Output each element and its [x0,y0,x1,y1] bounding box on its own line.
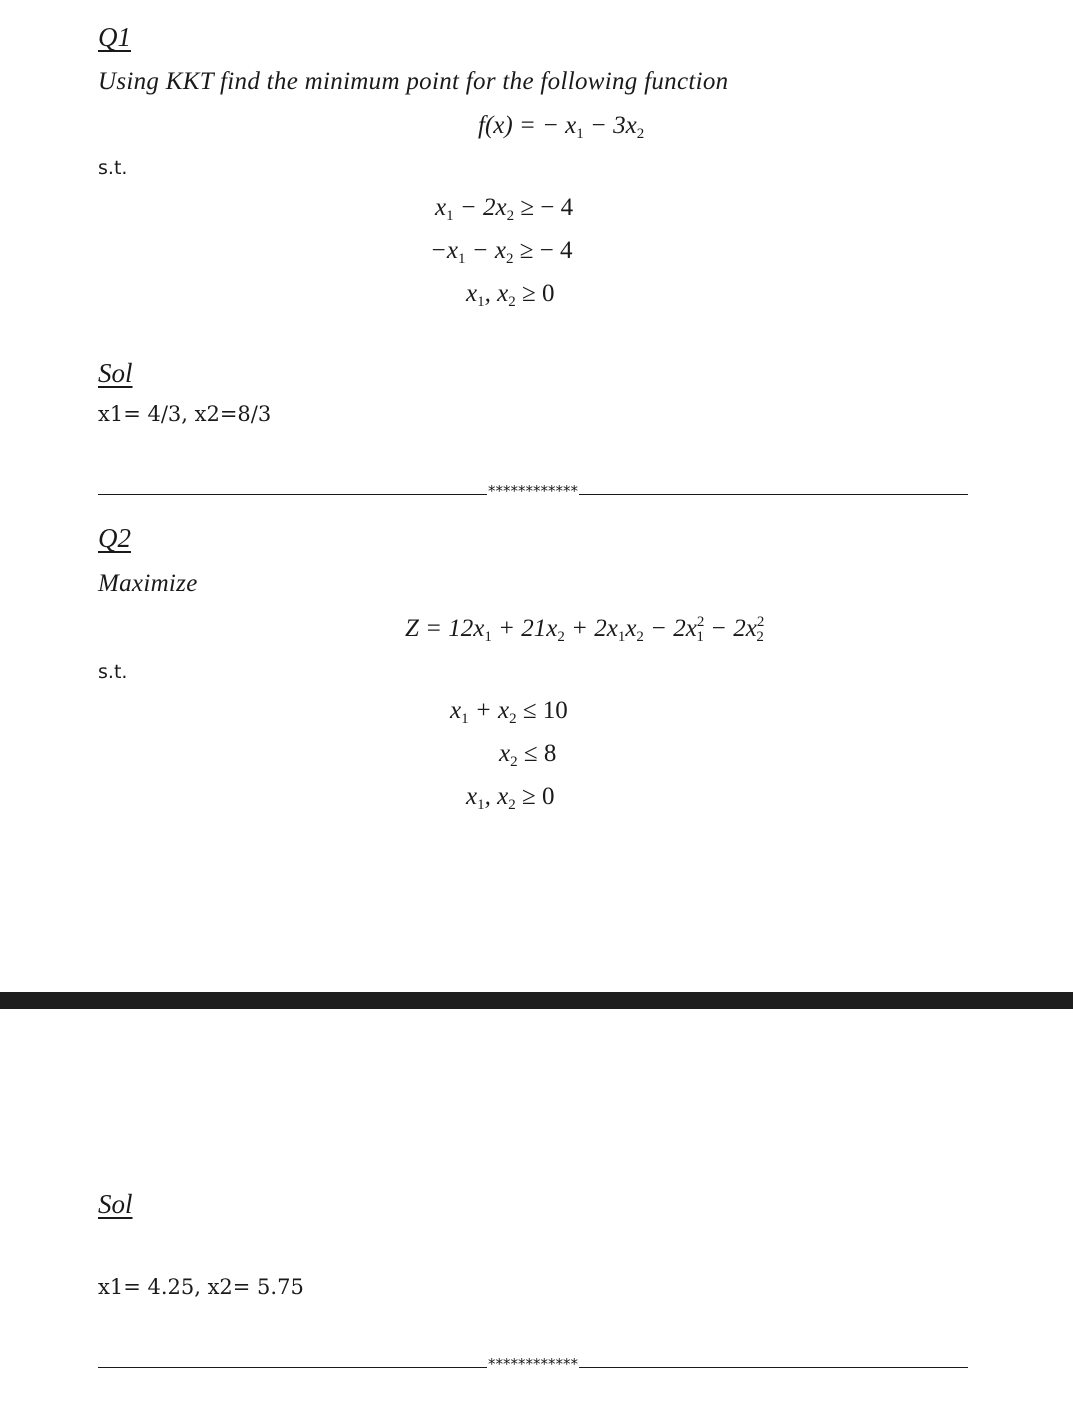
subscript: 2 [756,629,764,645]
section-separator [98,478,968,498]
q1-objective [478,112,644,140]
subscript: 1 [696,629,704,645]
subscript: 2 [509,711,517,727]
q1-instruction: Using KKT find the minimum point for the following function [98,68,729,95]
subscript: 1 [457,251,466,267]
subscript: 2 [636,629,644,645]
subscript: 1 [461,711,469,727]
separator-line [98,494,487,495]
q2-instruction: Maximize [98,570,198,597]
constraint-part: + x [468,697,510,724]
objective-part: + 2x [564,615,618,642]
q2-answer: x1= 4.25, x2= 5.75 [98,1275,304,1299]
constraint-part: ≥ 0 [515,280,555,307]
constraint-part: x [499,740,511,767]
constraint-part: − 2x [453,194,507,221]
constraint-part: x [435,194,447,221]
subscript: 1 [477,797,485,813]
separator-stars: ************ [488,1355,578,1373]
separator-line [579,494,968,495]
constraint-part: ≤ 8 [517,740,557,767]
subscript: 1 [446,208,454,224]
q2-st-label: s.t. [98,661,128,683]
superscript: 2 [756,614,765,630]
subscript: 2 [508,294,516,310]
constraint-part: x [466,280,478,307]
objective-part: f(x) = − x [478,112,577,139]
q1-constraint-2 [430,237,573,265]
separator-line [98,1367,487,1368]
objective-part: + 21x [491,615,558,642]
q2-constraint-2 [499,740,556,768]
objective-part: − 3x [583,112,637,139]
constraint-part: ≥ − 4 [513,237,573,264]
subscript: 2 [506,208,515,224]
section-separator [98,1351,968,1371]
subscript: 1 [477,294,485,310]
q2-objective [405,615,764,643]
subscript: 2 [557,629,565,645]
objective-part: − 2x [703,615,757,642]
subscript: 1 [484,629,492,645]
q1-st-label: s.t. [98,157,128,179]
page-break-bar [0,992,1073,1009]
q2-constraint-3 [466,783,554,811]
subscript: 2 [636,126,645,142]
q2-heading: Q2 [98,523,131,553]
q1-answer: x1= 4/3, x2=8/3 [98,402,272,426]
constraint-part: , x [484,783,509,810]
q1-constraint-3 [466,280,554,308]
subscript: 1 [617,629,626,645]
q1-constraint-1 [435,194,573,222]
objective-part: x [625,615,637,642]
superscript: 2 [696,614,705,630]
constraint-part: ≥ 0 [515,783,555,810]
constraint-part: x [450,697,462,724]
constraint-part: − x [465,237,506,264]
constraint-part: ≥ − 4 [514,194,574,221]
objective-part: − 2x [643,615,697,642]
constraint-part: −x [430,237,458,264]
q2-sol-heading: Sol [98,1189,133,1219]
subscript: 1 [576,126,584,142]
constraint-part: x [466,783,478,810]
q1-heading: Q1 [98,22,131,52]
constraint-part: , x [484,280,509,307]
objective-part: Z = 12x [405,615,485,642]
q2-constraint-1 [450,697,568,725]
q1-sol-heading: Sol [98,358,133,388]
subscript: 2 [508,797,516,813]
separator-stars: ************ [488,482,578,500]
subscript: 2 [505,251,514,267]
subscript: 2 [510,754,518,770]
separator-line [579,1367,968,1368]
constraint-part: ≤ 10 [516,697,568,724]
